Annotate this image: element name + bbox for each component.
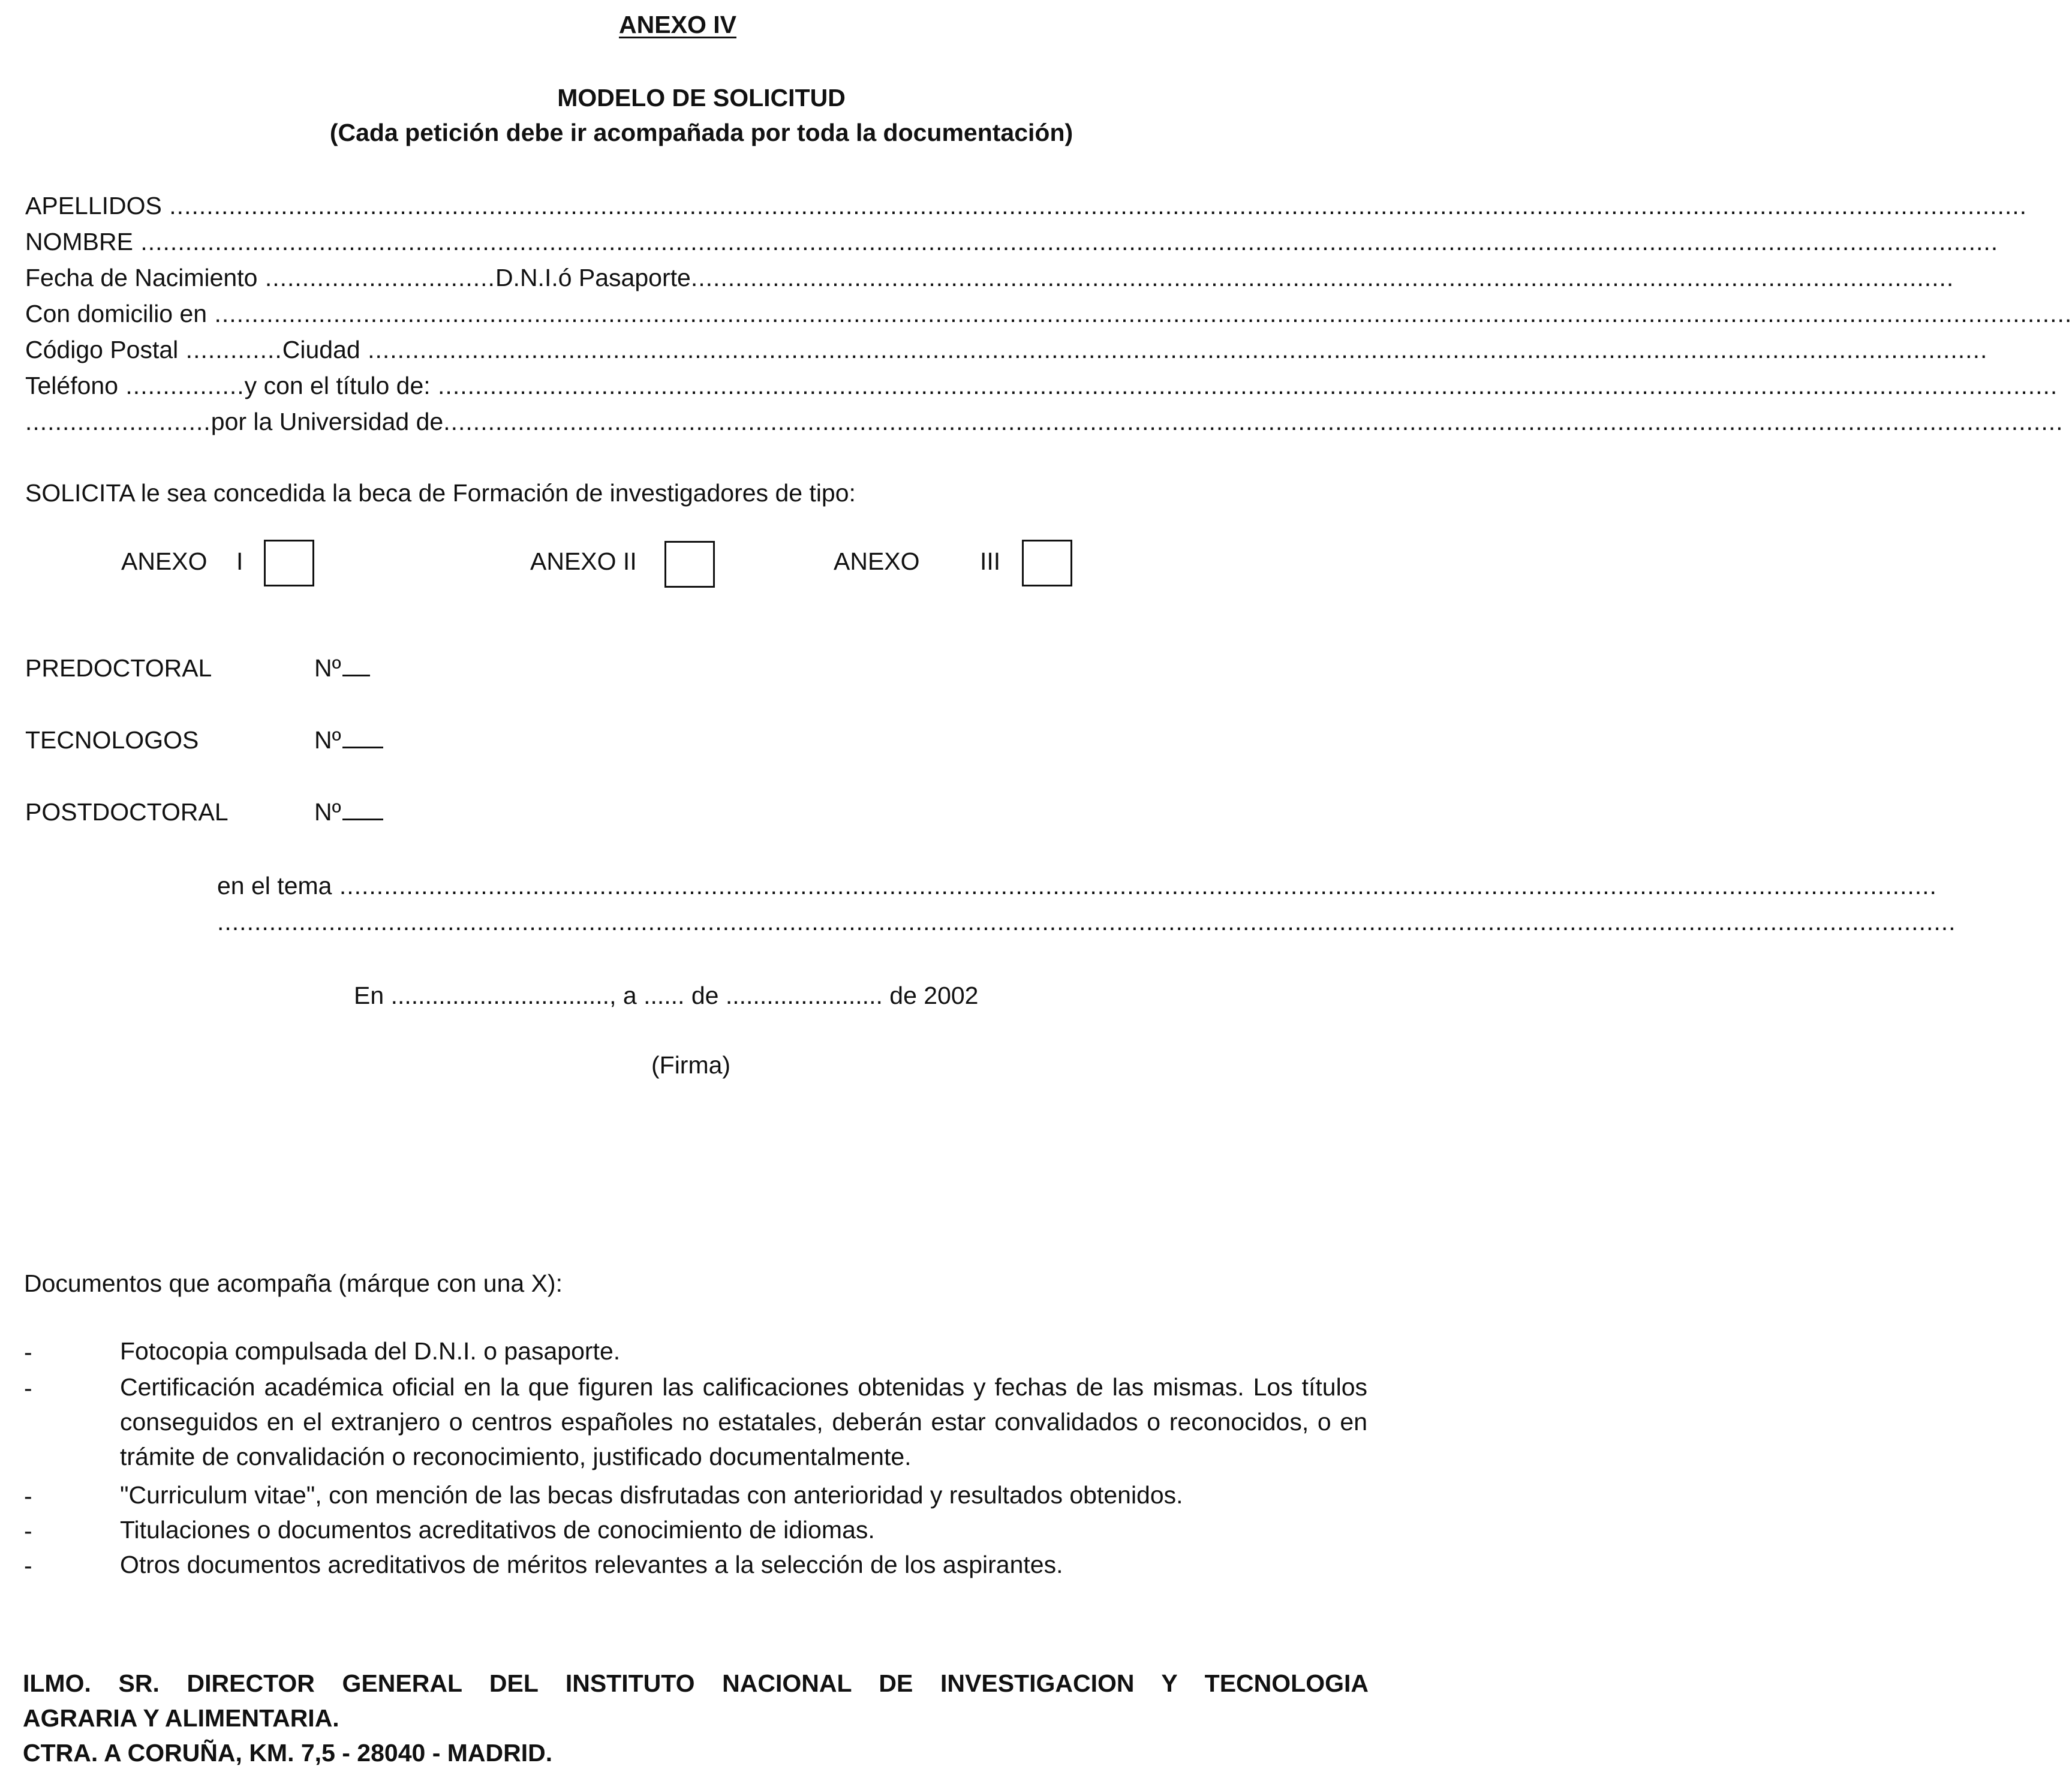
addressee-line-1: ILMO. SR. DIRECTOR GENERAL DEL INSTITUTO NACIONAL DE INVESTIGACION Y TECNOLOGIA: [23, 1669, 1369, 1697]
tecnologos-num: [314, 726, 383, 754]
annex2-checkbox[interactable]: [664, 541, 715, 588]
nombre-label: NOMBRE: [25, 228, 133, 255]
annex3-word: ANEXO: [834, 547, 920, 575]
dni-label: D.N.I.ó Pasaporte: [495, 264, 691, 291]
cp-ciudad-row: [25, 335, 1988, 365]
predoctoral-num: [314, 654, 370, 682]
documents-intro: Documentos que acompaña (márque con una X):: [24, 1269, 563, 1297]
fecha-nacimiento-field[interactable]: ...............................: [257, 264, 495, 291]
domicilio-row: [25, 299, 2072, 329]
ciudad-field[interactable]: ..........................................................................................................................................................................................................................: [360, 336, 1988, 363]
doc-dash-2: -: [24, 1374, 32, 1402]
universidad-row: [25, 407, 2064, 437]
firma-label: (Firma): [651, 1051, 731, 1079]
doc-item-1: Fotocopia compulsada del D.N.I. o pasaporte.: [120, 1337, 621, 1365]
telefono-label: Teléfono: [25, 372, 119, 399]
tema-row-2: [217, 907, 1956, 937]
domicilio-label: Con domicilio en: [25, 300, 207, 327]
apellidos-row: [25, 191, 2028, 221]
date-de1-label: de: [691, 982, 719, 1009]
date-a-label: , a: [609, 982, 637, 1009]
telefono-field[interactable]: ................: [118, 372, 245, 399]
date-place-field[interactable]: ................................: [390, 982, 610, 1009]
tema-label: en el tema: [217, 872, 332, 899]
annex2-label: ANEXO II: [530, 547, 637, 575]
doc-dash-4: -: [24, 1517, 32, 1545]
predoctoral-label: PREDOCTORAL: [25, 654, 212, 682]
universidad-field[interactable]: ..........................................................................................................................................................................................................................: [443, 408, 2064, 435]
tema-row: [217, 871, 1937, 901]
ciudad-label: Ciudad: [282, 336, 360, 363]
fecha-dni-row: [25, 263, 1954, 293]
nombre-field[interactable]: ..........................................................................................................................................................................................................................................................: [133, 228, 1999, 255]
universidad-label: por la Universidad de: [210, 408, 444, 435]
doc-item-4: Titulaciones o documentos acreditativos de conocimiento de idiomas.: [120, 1516, 875, 1544]
addressee-block: [23, 1666, 1369, 1770]
titulo-continuation-field[interactable]: .........................: [25, 408, 211, 435]
date-en-label: En: [354, 982, 384, 1009]
postdoctoral-label: POSTDOCTORAL: [25, 798, 228, 826]
codigo-postal-label: Código Postal: [25, 336, 179, 363]
annex1-checkbox[interactable]: [264, 540, 314, 586]
annex1-num: I: [236, 547, 243, 575]
doc-item-5: Otros documentos acreditativos de méritos relevantes a la selección de los aspirantes.: [120, 1551, 1063, 1578]
nombre-row: [25, 227, 1999, 257]
model-note: (Cada petición debe ir acompañada por toda la documentación): [329, 119, 1073, 146]
fecha-nacimiento-label: Fecha de Nacimiento: [25, 264, 258, 291]
annex3-checkbox[interactable]: [1022, 540, 1072, 586]
tecnologos-num-label: Nº: [314, 726, 341, 754]
annex-title: ANEXO IV: [619, 11, 736, 38]
doc-dash-3: -: [24, 1482, 32, 1510]
apellidos-label: APELLIDOS: [25, 192, 162, 219]
doc-dash-1: -: [24, 1338, 32, 1366]
date-line: [354, 981, 978, 1010]
titulo-label: y con el título de:: [244, 372, 431, 399]
date-day-field[interactable]: ......: [643, 982, 685, 1009]
tecnologos-label: TECNOLOGOS: [25, 726, 199, 754]
tecnologos-num-field[interactable]: [342, 726, 383, 748]
doc-dash-5: -: [24, 1552, 32, 1580]
annex3-num: III: [980, 547, 1001, 575]
addressee-line-3: CTRA. A CORUÑA, KM. 7,5 - 28040 - MADRID.: [23, 1739, 553, 1767]
dni-field[interactable]: ..........................................................................................................................................................................: [690, 264, 1954, 291]
model-title: MODELO DE SOLICITUD: [557, 84, 846, 112]
predoctoral-num-field[interactable]: [342, 654, 370, 676]
addressee-line-2: AGRARIA Y ALIMENTARIA.: [23, 1704, 339, 1732]
annex1-word: ANEXO: [121, 547, 207, 575]
apellidos-field[interactable]: ..........................................................................................................................................................................................................................................................: [161, 192, 2028, 219]
postdoctoral-num: [314, 798, 383, 826]
postdoctoral-num-label: Nº: [314, 798, 341, 826]
doc-item-2: Certificación académica oficial en la que figuren las calificaciones obtenidas y fechas de las mismas. Los títulos conseguidos en el extranjero o centros españoles no estatales, deberán estar convalidados o reconocidos, o en trámite de convalidación o reconocimiento, justificado documentalmente.: [120, 1373, 1367, 1470]
date-month-field[interactable]: .......................: [725, 982, 883, 1009]
date-year-label: de 2002: [889, 982, 979, 1009]
predoctoral-num-label: Nº: [314, 654, 341, 682]
postdoctoral-num-field[interactable]: [342, 798, 383, 820]
doc-item-3: "Curriculum vitae", con mención de las becas disfrutadas con anterioridad y resultados obtenidos.: [120, 1481, 1183, 1509]
tema-field-2[interactable]: ..........................................................................................................................................................................................................................................: [217, 908, 1956, 935]
titulo-field[interactable]: ..........................................................................................................................................................................................................................: [430, 372, 2058, 399]
solicita-text: SOLICITA le sea concedida la beca de Formación de investigadores de tipo:: [25, 479, 856, 507]
codigo-postal-field[interactable]: .............: [178, 336, 282, 363]
tema-field[interactable]: .......................................................................................................................................................................................................................: [332, 872, 1937, 899]
telefono-titulo-row: [25, 371, 2058, 401]
domicilio-field[interactable]: ..........................................................................................................................................................................................................................................................: [207, 300, 2072, 327]
